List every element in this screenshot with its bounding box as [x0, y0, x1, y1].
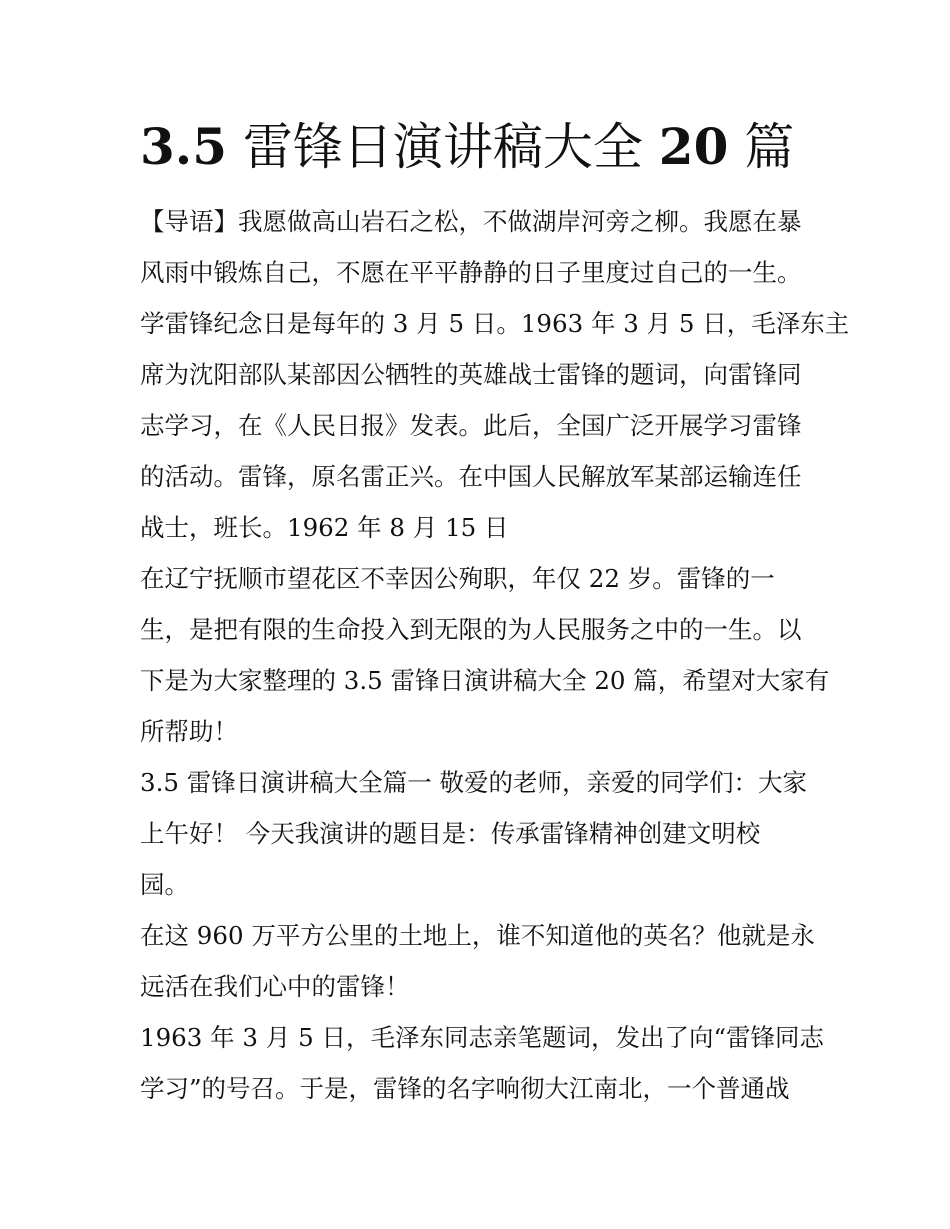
text-line: 3.5 雷锋日演讲稿大全篇一 敬爱的老师，亲爱的同学们：大家	[140, 768, 808, 797]
text-line: 学雷锋纪念日是每年的 3 月 5 日。1963 年 3 月 5 日，毛泽东主	[140, 309, 850, 338]
text-line: 在这 960 万平方公里的土地上，谁不知道他的英名？他就是永	[140, 921, 815, 950]
text-line: 下是为大家整理的 3.5 雷锋日演讲稿大全 20 篇，希望对大家有	[140, 666, 830, 695]
text-line: 志学习，在《人民日报》发表。此后，全国广泛开展学习雷锋	[140, 411, 802, 440]
document-body	[140, 196, 850, 1114]
text-line: 的活动。雷锋，原名雷正兴。在中国人民解放军某部运输连任	[140, 462, 802, 491]
text-line: 【导语】我愿做高山岩石之松，不做湖岸河旁之柳。我愿在暴	[140, 207, 802, 236]
document-title: 3.5 雷锋日演讲稿大全 20 篇	[140, 117, 795, 176]
text-line: 在辽宁抚顺市望花区不幸因公殉职，年仅 22 岁。雷锋的一	[140, 564, 775, 593]
text-line: 1963 年 3 月 5 日，毛泽东同志亲笔题词，发出了向“雷锋同志	[140, 1023, 824, 1052]
text-line: 远活在我们心中的雷锋！	[140, 972, 410, 1001]
text-line: 园。	[140, 870, 189, 899]
text-line: 所帮助！	[140, 717, 238, 746]
text-line: 风雨中锻炼自己，不愿在平平静静的日子里度过自己的一生。	[140, 258, 802, 287]
text-line: 学习”的号召。于是，雷锋的名字响彻大江南北，一个普通战	[140, 1074, 790, 1103]
text-line: 席为沈阳部队某部因公牺牲的英雄战士雷锋的题词，向雷锋同	[140, 360, 802, 389]
text-line: 上午好！ 今天我演讲的题目是：传承雷锋精神创建文明校	[140, 819, 761, 848]
text-line: 生，是把有限的生命投入到无限的为人民服务之中的一生。以	[140, 615, 802, 644]
text-line: 战士，班长。1962 年 8 月 15 日	[140, 513, 509, 542]
